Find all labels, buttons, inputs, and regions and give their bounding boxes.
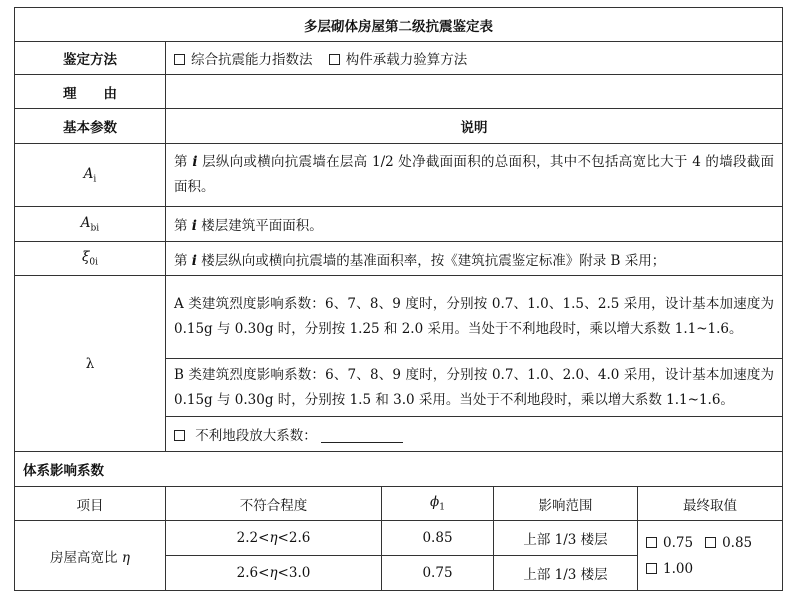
basic-params-label: 基本参数 <box>15 109 166 144</box>
scope-cell: 上部 1/3 楼层 <box>494 521 638 556</box>
param-desc-lambda-a: A 类建筑烈度影响系数：6、7、8、9 度时，分别按 0.7、1.0、1.5、2.5 采用，设计基本加速度为 0.15g 与 0.30g 时，分别按 1.25 和 2.0 采用。当处于不利地段时，乘以增大系数 1.1~1.6。 <box>166 276 783 359</box>
checkbox-icon[interactable] <box>705 537 716 548</box>
checkbox-icon[interactable] <box>174 54 185 65</box>
final-option-075[interactable]: 0.75 <box>646 530 693 556</box>
final-option-085[interactable]: 0.85 <box>705 535 752 551</box>
param-symbol-lambda: λ <box>15 276 166 452</box>
method-label: 鉴定方法 <box>15 42 166 75</box>
checkbox-icon[interactable] <box>174 430 185 441</box>
table-title: 多层砌体房屋第二级抗震鉴定表 <box>15 8 783 42</box>
checkbox-icon[interactable] <box>329 54 340 65</box>
amplify-input[interactable] <box>321 428 403 443</box>
method-option-capacity[interactable]: 构件承载力验算方法 <box>329 48 468 68</box>
scope-cell: 上部 1/3 楼层 <box>494 556 638 591</box>
method-options <box>166 42 783 75</box>
checkbox-icon[interactable] <box>646 563 657 574</box>
reason-label: 理 由 <box>15 75 166 109</box>
reason-field[interactable] <box>166 75 783 109</box>
checkbox-icon[interactable] <box>646 537 657 548</box>
final-value-options <box>638 521 783 591</box>
col-header-scope: 影响范围 <box>494 487 638 521</box>
col-header-degree: 不符合程度 <box>166 487 382 521</box>
method-option-index[interactable]: 综合抗震能力指数法 <box>174 48 313 68</box>
degree-cell: 2.6<η<3.0 <box>166 556 382 591</box>
item-aspect-ratio: 房屋高宽比 η <box>15 521 166 591</box>
description-header: 说明 <box>166 109 783 144</box>
table-row <box>15 521 783 556</box>
phi-cell: 0.85 <box>382 521 494 556</box>
final-option-100[interactable]: 1.00 <box>646 561 693 577</box>
param-desc-lambda-b: B 类建筑烈度影响系数：6、7、8、9 度时，分别按 0.7、1.0、2.0、4.0 采用，设计基本加速度为 0.15g 与 0.30g 时，分别按 1.5 和 3.0 采用。当处于不利地段时，乘以增大系数 1.1~1.6。 <box>166 359 783 417</box>
degree-cell: 2.2<η<2.6 <box>166 521 382 556</box>
system-factor-label: 体系影响系数 <box>15 452 783 487</box>
appraisal-table <box>14 7 783 591</box>
param-symbol-abi: $A_{bi}$ <box>15 207 166 242</box>
col-header-item: 项目 <box>15 487 166 521</box>
param-desc-abi: 第 i 楼层建筑平面面积。 <box>166 207 783 242</box>
param-symbol-xi: $\xi_{0i}$ <box>15 242 166 276</box>
phi-cell: 0.75 <box>382 556 494 591</box>
col-header-final: 最终取值 <box>638 487 783 521</box>
amplify-factor-row <box>166 417 783 452</box>
param-desc-xi: 第 i 楼层纵向或横向抗震墙的基准面积率，按《建筑抗震鉴定标准》附录 B 采用； <box>166 242 783 276</box>
amplify-label: 不利地段放大系数： <box>195 428 317 444</box>
col-header-phi: $\phi_1$ <box>382 487 494 521</box>
param-symbol-ai: $A_i$ <box>15 144 166 207</box>
param-desc-ai: 第 i 层纵向或横向抗震墙在层高 1/2 处净截面面积的总面积，其中不包括高宽比大于 4 的墙段截面面积。 <box>166 144 783 207</box>
